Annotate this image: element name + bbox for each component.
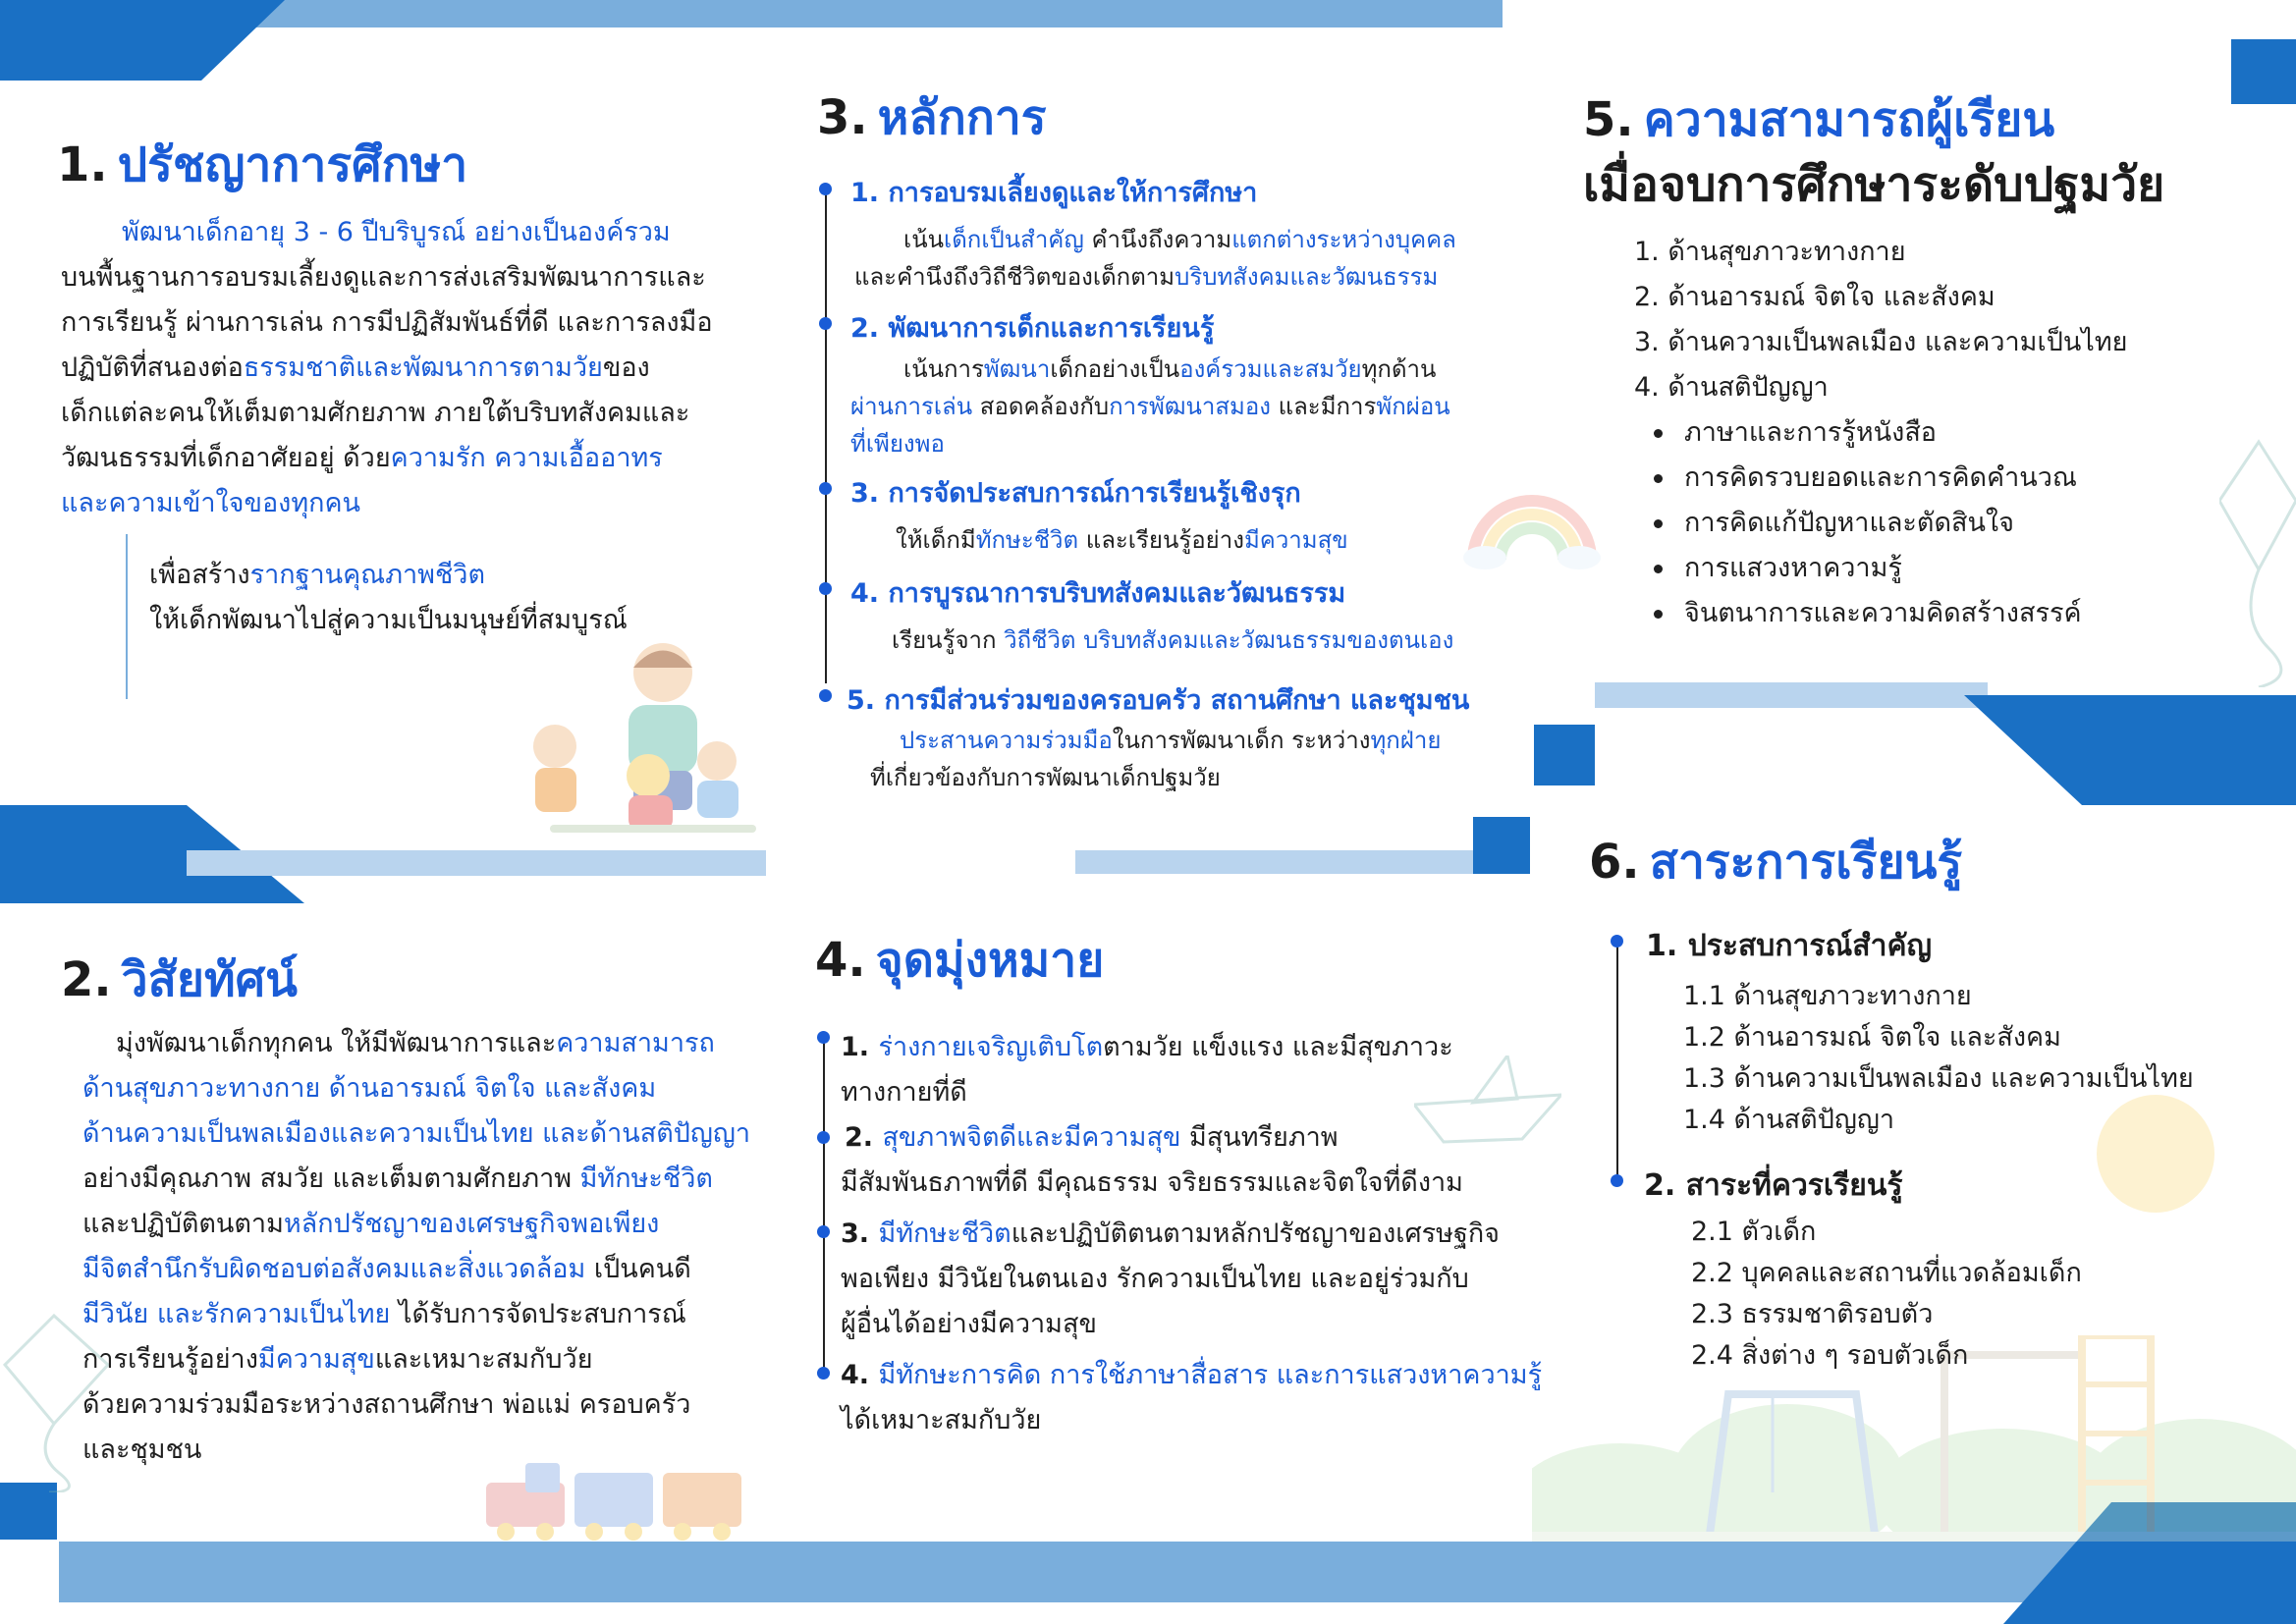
sec2-line8-a: การเรียนรู้อย่าง [82, 1344, 258, 1375]
sec4-a2b: มีสุนทรียภาพ [1180, 1122, 1339, 1153]
sec1-line6-b: ความรัก ความเอื้ออาทร [390, 443, 663, 473]
sec2-line6-b: เป็นคนดี [585, 1254, 691, 1284]
sec3-item-5-title: 5. การมีส่วนร่วมของครอบครัว สถานศึกษา และชุมชน [847, 685, 1470, 716]
sec1-line3: การเรียนรู้ ผ่านการเล่น การมีปฏิสัมพันธ์ที่ดี และการลงมือ [61, 307, 713, 338]
sec4-item-3-line3: ผู้อื่นได้อย่างมีความสุข [841, 1309, 1097, 1339]
sec6-group-1-title: 1. ประสบการณ์สำคัญ [1646, 929, 1933, 963]
sec5-bullet-5-text: จินตนาการและความคิดสร้างสรรค์ [1684, 598, 2082, 628]
sec4-item-3-line2: พอเพียง มีวินัยในตนเอง รักความเป็นไทย และอยู่ร่วมกับ [841, 1264, 1469, 1294]
mid-right-shape [1964, 695, 2296, 805]
sun-illustration [2092, 1090, 2219, 1218]
sec6-g1-item-1: 1.1 ด้านสุขภาวะทางกาย [1683, 981, 1972, 1011]
sec3-d4b: วิถีชีวิต บริบทสังคมและวัฒนธรรมของตนเอง [1004, 626, 1454, 654]
sec3-dot-1 [819, 183, 832, 195]
rainbow-illustration [1463, 471, 1601, 569]
sec2-line3: ด้านความเป็นพลเมืองและความเป็นไทย และด้านสติปัญญา [82, 1118, 751, 1149]
mid-right-square [1534, 725, 1595, 785]
sec1-quote-line1 [149, 553, 628, 598]
sec1-heading [57, 128, 467, 202]
sec5-item-3: 3. ด้านความเป็นพลเมือง และความเป็นไทย [1634, 327, 2128, 357]
sec6-title: สาระการเรียนรู้ [1649, 835, 1963, 890]
sec3-d2h: การพัฒนาสมอง [1109, 393, 1271, 420]
sec5-bullet-1-text: ภาษาและการรู้หนังสือ [1684, 417, 1938, 448]
sec3-d2d: องค์รวมและสมวัย [1179, 355, 1362, 383]
sec5-title-line2: เมื่อจบการศึกษาระดับปฐมวัย [1583, 157, 2165, 212]
sec2-line6 [82, 1247, 750, 1292]
sec1-line5: เด็กแต่ละคนให้เต็มตามศักยภาพ ภายใต้บริบทสังคมและ [61, 398, 690, 428]
sec3-d3a: ให้เด็กมี [896, 526, 976, 554]
bullet-icon [1654, 610, 1663, 619]
sec5-item-2: 2. ด้านอารมณ์ จิตใจ และสังคม [1634, 282, 1995, 312]
sec6-g1-item-3: 1.3 ด้านความเป็นพลเมือง และความเป็นไทย [1683, 1063, 2194, 1094]
sec5-bullet-4-text: การแสวงหาความรู้ [1684, 553, 1902, 583]
mid-center-square [1473, 817, 1530, 874]
sec4-dot-2 [817, 1131, 830, 1144]
sec2-line4-a: อย่างมีคุณภาพ สมวัย และเต็มตามศักยภาพ [82, 1164, 580, 1194]
sec2-title: วิสัยทัศน์ [121, 952, 298, 1007]
sec3-item-2-desc2 [850, 387, 1450, 425]
sec3-d2i: และมีการ [1271, 393, 1377, 420]
sec4-timeline [823, 1041, 825, 1375]
bullet-icon [1654, 565, 1663, 573]
sec2-line5-a: และปฏิบัติตนตาม [82, 1209, 284, 1239]
sec3-d1b: เด็กเป็นสำคัญ [944, 226, 1084, 253]
children-playing-illustration [511, 628, 776, 844]
sec3-item-3-desc [896, 520, 1348, 559]
sec3-d5a: ประสานความร่วมมือ [900, 727, 1113, 754]
sec3-d5b: ในการพัฒนาเด็ก ระหว่าง [1112, 727, 1371, 754]
sec2-heading [61, 943, 298, 1017]
sec3-item-1-desc1 [903, 220, 1456, 258]
sec4-item-3 [841, 1212, 1500, 1347]
sec3-d2b: พัฒนา [983, 355, 1051, 383]
sec4-a4n: 4. [841, 1360, 879, 1390]
sec2-line7-b: ได้รับการจัดประสบการณ์ [390, 1299, 686, 1329]
sec2-line8 [82, 1337, 750, 1382]
sec6-g2-item-4: 2.4 สิ่งต่าง ๆ รอบตัวเด็ก [1691, 1340, 1969, 1371]
sec3-d2g: สอดคล้องกับ [972, 393, 1110, 420]
top-left-corner-shape [0, 0, 285, 81]
sec3-item-5-desc2: ที่เกี่ยวข้องกับการพัฒนาเด็กปฐมวัย [870, 764, 1221, 791]
sec3-item-2-desc3: ที่เพียงพอ [850, 430, 945, 458]
sec3-item-1-desc2 [854, 257, 1438, 296]
sec4-dot-3 [817, 1225, 830, 1238]
bottom-bar [59, 1542, 2102, 1602]
sec4-a3b: และปฏิบัติตนตามหลักปรัชญาของเศรษฐกิจ [1011, 1218, 1501, 1249]
top-right-square [2231, 39, 2296, 104]
sec3-title: หลักการ [877, 90, 1047, 145]
sec4-item-1-line1 [841, 1025, 1453, 1070]
sec4-item-2-line1 [845, 1115, 1463, 1161]
sec3-d3c: และเรียนรู้อย่าง [1078, 526, 1244, 554]
sec1-quote-a: เพื่อสร้าง [149, 560, 250, 590]
sec2-line1-b: ความสามารถ [556, 1028, 715, 1058]
sec6-g2-item-2: 2.2 บุคคลและสถานที่แวดล้อมเด็ก [1691, 1258, 2082, 1288]
sec4-item-3-line1 [841, 1212, 1500, 1257]
sec3-item-5-desc1 [900, 721, 1441, 759]
sec1-title: ปรัชญาการศึกษา [117, 137, 468, 192]
sec2-line5-b: หลักปรัชญาของเศรษฐกิจพอเพียง [283, 1209, 660, 1239]
sec1-line1: พัฒนาเด็กอายุ 3 - 6 ปีบริบูรณ์ อย่างเป็นองค์รวม [122, 217, 671, 247]
mid-center-bar [1075, 850, 1478, 874]
sec2-line9: ด้วยความร่วมมือระหว่างสถานศึกษา พ่อแม่ ครอบครัว [82, 1389, 691, 1420]
sec4-number: 4. [815, 933, 866, 988]
sec4-title: จุดมุ่งหมาย [875, 933, 1105, 988]
sec2-line8-b: มีความสุข [257, 1344, 375, 1375]
sec2-line6-a: มีจิตสำนึกรับผิดชอบต่อสังคมและสิ่งแวดล้อม [82, 1254, 586, 1284]
sec3-item-3-title: 3. การจัดประสบการณ์การเรียนรู้เชิงรุก [850, 478, 1301, 509]
sec3-d3b: ทักษะชีวิต [975, 526, 1079, 554]
sec3-timeline [825, 192, 827, 683]
sec2-line1-a: มุ่งพัฒนาเด็กทุกคน ให้มีพัฒนาการและ [116, 1028, 557, 1058]
sec3-d2f: ผ่านการเล่น [850, 393, 973, 420]
sec2-line5 [82, 1202, 750, 1247]
sec2-number: 2. [61, 952, 112, 1007]
sec2-paragraph [82, 1021, 750, 1473]
sec4-a2n: 2. [845, 1122, 883, 1153]
sec5-bullet-2 [1654, 456, 2077, 498]
sec4-item-4-line1 [841, 1353, 1542, 1398]
sec4-dot-4 [817, 1367, 830, 1380]
sec3-number: 3. [817, 90, 868, 145]
sec3-dot-4 [819, 582, 832, 595]
sec3-dot-5 [819, 689, 832, 702]
sec3-d1d: แตกต่างระหว่างบุคคล [1231, 226, 1456, 253]
sec4-item-1-line2: ทางกายที่ดี [841, 1077, 967, 1108]
sec1-line4-c: ของ [602, 352, 650, 383]
sec5-number: 5. [1583, 92, 1634, 147]
sec5-bullet-3 [1654, 501, 2014, 543]
sec1-line4 [61, 346, 748, 391]
sec5-bullet-5 [1654, 591, 2082, 633]
sec4-a1b: ตามวัย แข็งแรง และมีสุขภาวะ [1103, 1032, 1453, 1062]
sec3-d2a: เน้นการ [903, 355, 984, 383]
sec6-g2-item-1: 2.1 ตัวเด็ก [1691, 1217, 1817, 1247]
sec6-g1-item-2: 1.2 ด้านอารมณ์ จิตใจ และสังคม [1683, 1022, 2061, 1053]
sec6-heading [1589, 825, 1962, 899]
sec5-title: ความสามารถผู้เรียน [1643, 92, 2055, 147]
sec1-paragraph [61, 210, 748, 526]
sec3-item-4-desc [892, 621, 1453, 659]
sec3-item-2-title: 2. พัฒนาการเด็กและการเรียนรู้ [850, 313, 1215, 344]
sec1-line6-a: วัฒนธรรมที่เด็กอาศัยอยู่ ด้วย [61, 443, 391, 473]
bullet-icon [1654, 429, 1663, 438]
sec3-d4a: เรียนรู้จาก [892, 626, 1005, 654]
sec3-d1c: คำนึงถึงความ [1083, 226, 1232, 253]
sec5-item-1: 1. ด้านสุขภาวะทางกาย [1634, 237, 1906, 267]
mid-left-bar [187, 850, 766, 876]
sec4-item-2-line2: มีสัมพันธภาพที่ดี มีคุณธรรม จริยธรรมและจิตใจที่ดีงาม [841, 1167, 1463, 1198]
sec1-number: 1. [57, 137, 108, 192]
sec6-g2-item-3: 2.3 ธรรมชาติรอบตัว [1691, 1299, 1934, 1329]
sec2-line4 [82, 1157, 750, 1202]
sec3-item-1-title: 1. การอบรมเลี้ยงดูและให้การศึกษา [850, 178, 1258, 208]
sec4-dot-1 [817, 1031, 830, 1044]
sec4-a2a: สุขภาพจิตดีและมีความสุข [882, 1122, 1181, 1153]
sec6-group-2-title: 2. สาระที่ควรเรียนรู้ [1644, 1168, 1903, 1203]
sec1-line2: บนพื้นฐานการอบรมเลี้ยงดูและการส่งเสริมพัฒนาการและ [61, 262, 706, 293]
sec3-dot-3 [819, 482, 832, 495]
sec1-line4-b: ธรรมชาติและพัฒนาการตามวัย [243, 352, 603, 383]
sec2-line10: และชุมชน [82, 1435, 202, 1465]
sec4-a3n: 3. [841, 1218, 879, 1249]
bullet-icon [1654, 474, 1663, 483]
sec6-timeline [1616, 947, 1618, 1182]
sec3-item-4-title: 4. การบูรณาการบริบทสังคมและวัฒนธรรม [850, 578, 1346, 609]
sec4-a1n: 1. [841, 1032, 879, 1062]
sec1-quote-bar [126, 534, 128, 699]
sec4-item-4-line2: ได้เหมาะสมกับวัย [841, 1405, 1042, 1435]
sec5-heading [1583, 82, 2054, 157]
sec3-dot-2 [819, 317, 832, 330]
sec1-quote-line2: ให้เด็กพัฒนาไปสู่ความเป็นมนุษย์ที่สมบูรณ์ [149, 605, 628, 635]
sec6-dot-1 [1611, 935, 1623, 947]
sec2-line7-a: มีวินัย และรักความเป็นไทย [82, 1299, 391, 1329]
sec3-d2j: พักผ่อน [1376, 393, 1450, 420]
sec4-item-1 [841, 1025, 1453, 1115]
sec3-d1f: บริบทสังคมและวัฒนธรรม [1175, 263, 1439, 291]
sec6-g1-item-4: 1.4 ด้านสติปัญญา [1683, 1105, 1894, 1135]
sec2-line4-b: มีทักษะชีวิต [579, 1164, 713, 1194]
sec3-heading [817, 81, 1047, 155]
kite-illustration-right [2219, 432, 2296, 687]
sec1-line7: และความเข้าใจของทุกคน [61, 488, 361, 518]
sec4-a4a: มีทักษะการคิด การใช้ภาษาสื่อสาร และการแสวงหาความรู้ [878, 1360, 1543, 1390]
sec6-dot-2 [1611, 1174, 1623, 1187]
sec2-line8-c: และเหมาะสมกับวัย [374, 1344, 593, 1375]
sec5-item-4: 4. ด้านสติปัญญา [1634, 372, 1829, 403]
sec2-line7 [82, 1292, 750, 1337]
sec4-a1a: ร่างกายเจริญเติบโต [878, 1032, 1104, 1062]
sec1-line6 [61, 436, 748, 481]
sec5-bullet-4 [1654, 546, 1902, 588]
sec1-quote-b: รากฐานคุณภาพชีวิต [249, 560, 485, 590]
sec2-line1 [82, 1021, 750, 1066]
sec3-d1e: และคำนึงถึงวิถีชีวิตของเด็กตาม [854, 263, 1175, 291]
sec4-item-2 [841, 1115, 1463, 1206]
sec3-d2c: เด็กอย่างเป็น [1050, 355, 1180, 383]
sec5-bullet-1 [1654, 410, 1937, 453]
sec3-item-2-desc1 [903, 350, 1436, 388]
toy-train-illustration [481, 1463, 756, 1542]
sec3-d5c: ทุกฝ่าย [1370, 727, 1442, 754]
sec3-d1a: เน้น [903, 226, 945, 253]
sec5-bullet-3-text: การคิดแก้ปัญหาและตัดสินใจ [1684, 508, 2014, 538]
mid-right-bar [1595, 682, 1988, 708]
bullet-icon [1654, 519, 1663, 528]
sec2-line2: ด้านสุขภาวะทางกาย ด้านอารมณ์ จิตใจ และสังคม [82, 1073, 657, 1104]
sec5-bullet-2-text: การคิดรวบยอดและการคิดคำนวณ [1684, 462, 2077, 493]
sec4-item-4 [841, 1353, 1542, 1443]
top-bar [157, 0, 1503, 27]
sec1-quote [149, 553, 628, 643]
sec6-number: 6. [1589, 835, 1640, 890]
sec1-line4-a: ปฏิบัติที่สนองต่อ [61, 352, 244, 383]
sec4-a3a: มีทักษะชีวิต [878, 1218, 1011, 1249]
sec3-d2e: ทุกด้าน [1361, 355, 1437, 383]
sec4-heading [815, 923, 1104, 998]
sec3-d3d: มีความสุข [1243, 526, 1348, 554]
